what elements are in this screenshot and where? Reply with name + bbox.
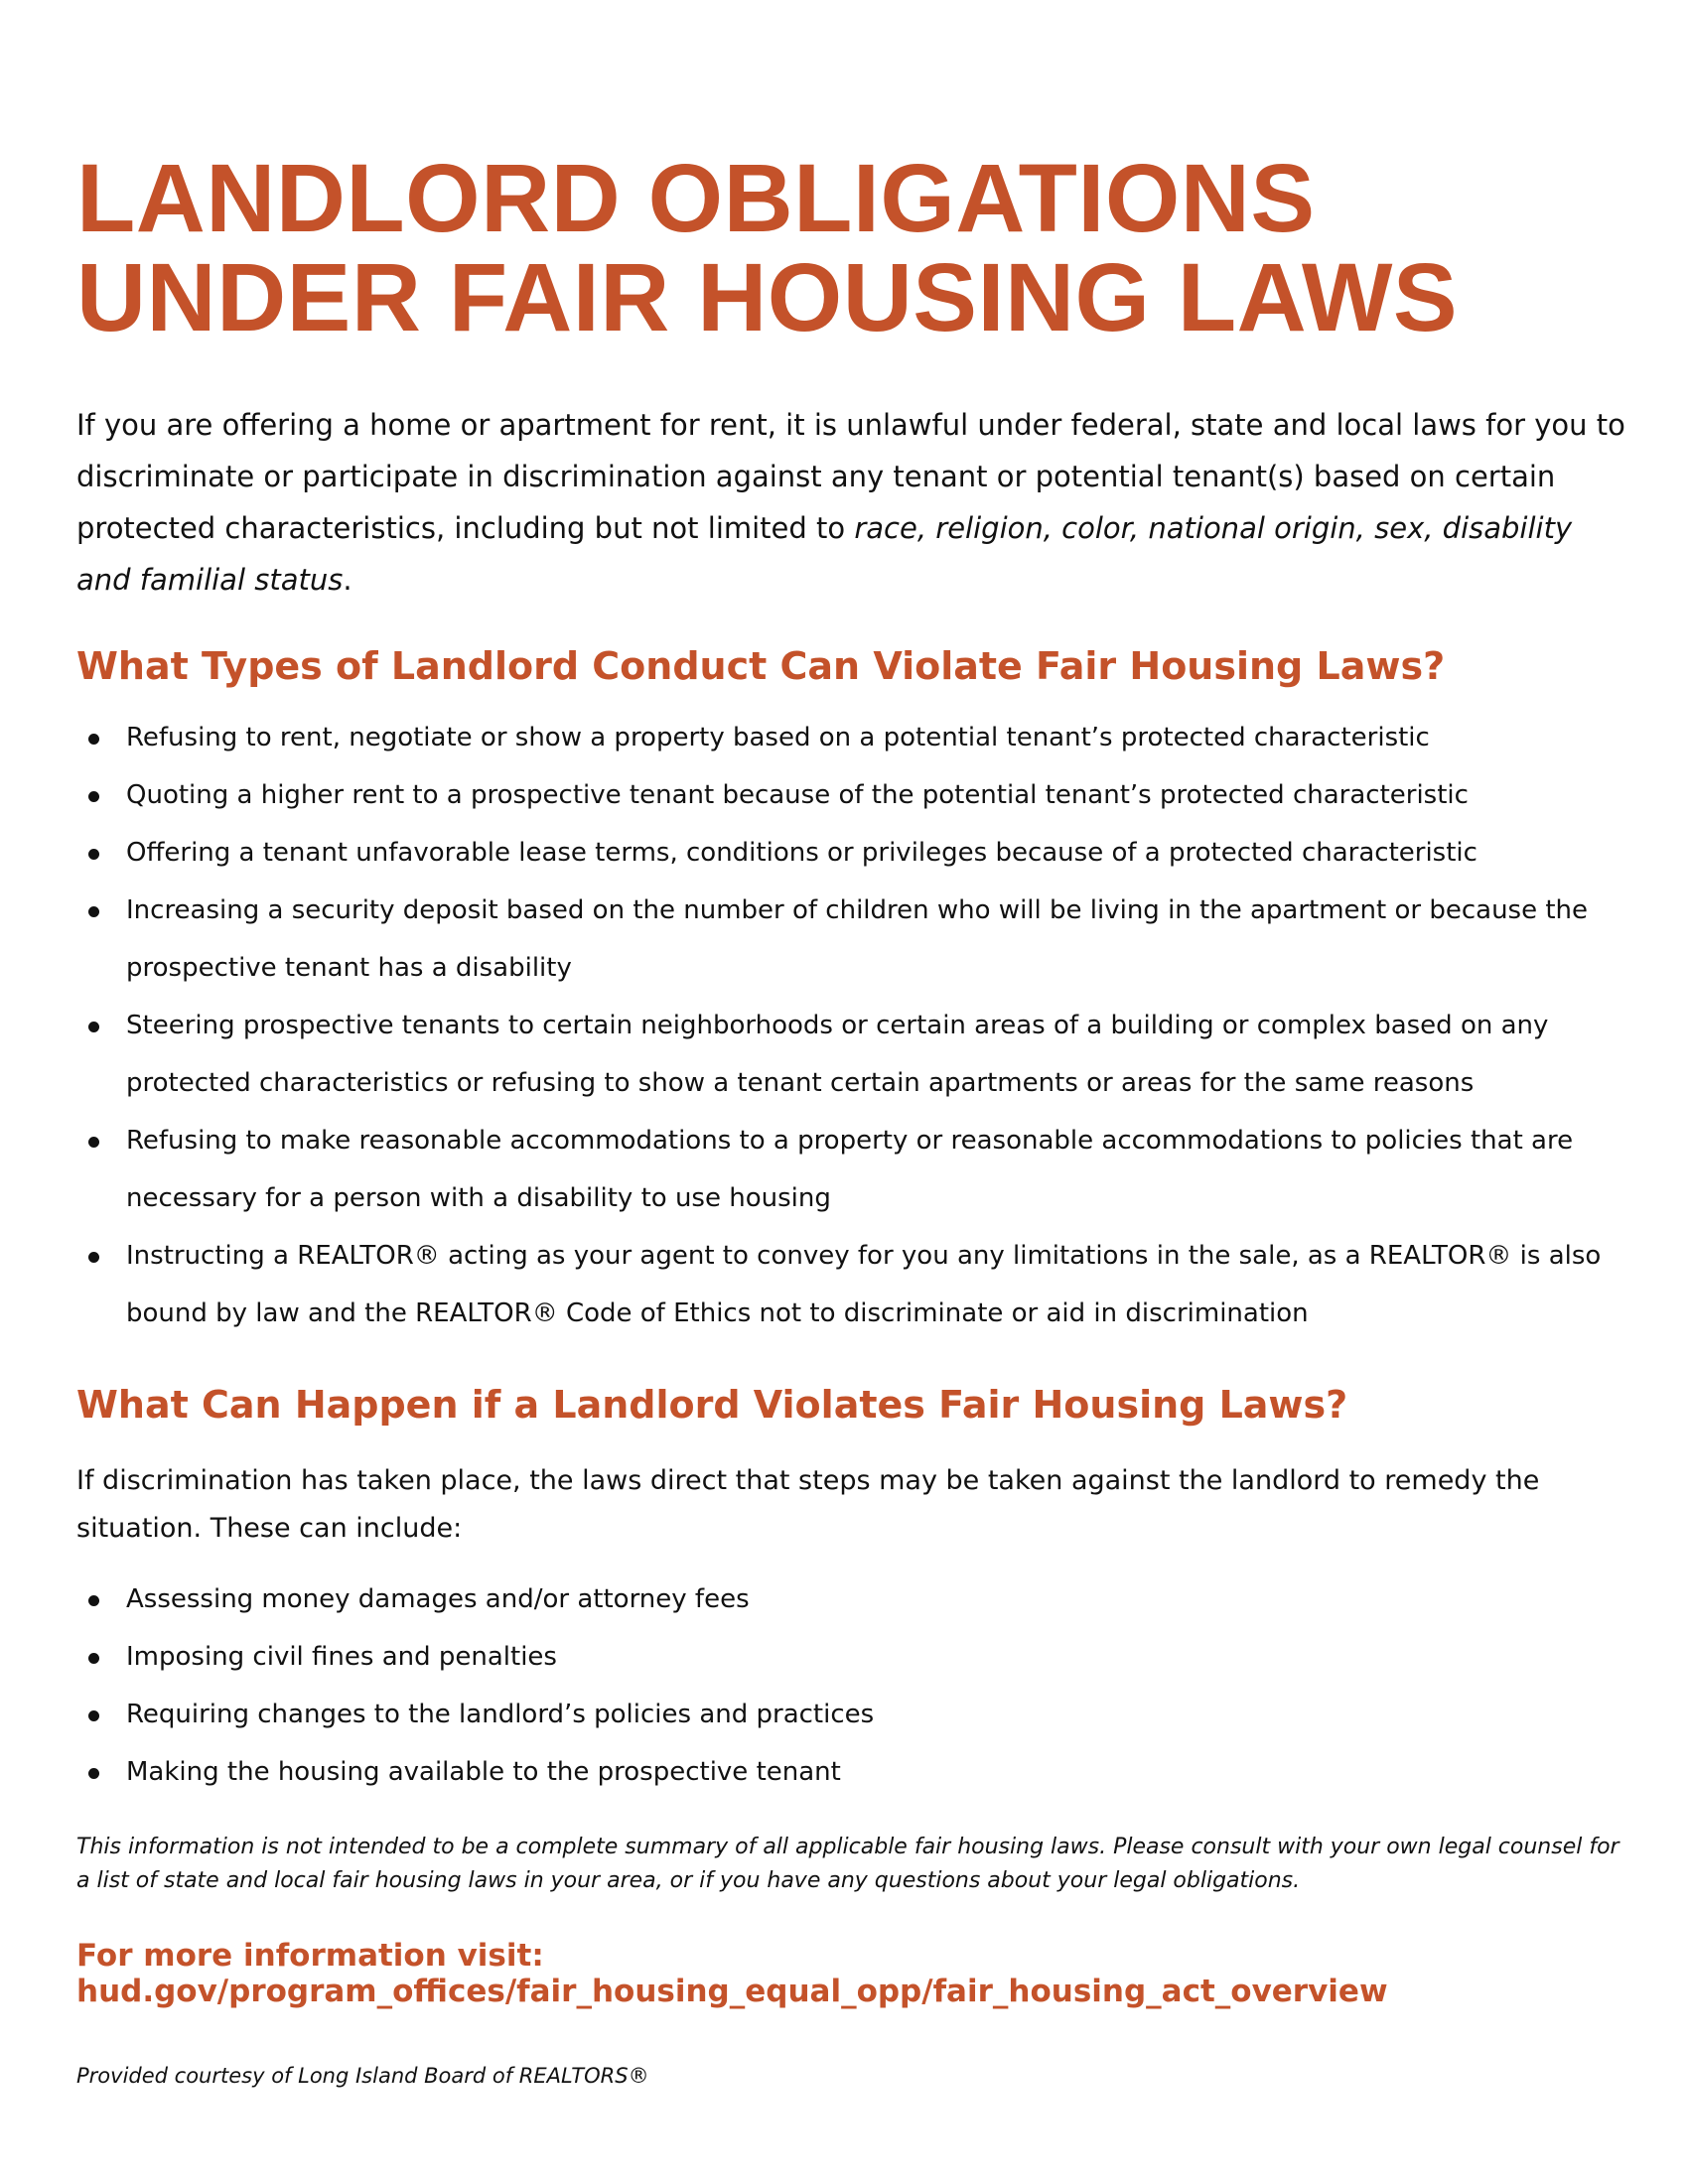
list-item-text: Steering prospective tenants to certain neighborhoods or certain areas of a building or complex based on any protected characteristics or refusing to show a tenant certain apartments or areas for the same reasons [126, 1011, 1549, 1098]
list-item-text: Increasing a security deposit based on the number of children who will be living in the apartment or because the prospective tenant has a disability [126, 895, 1589, 983]
bullet-icon [88, 1710, 99, 1721]
courtesy-text: Provided courtesy of Long Island Board of REALTORS® [76, 2064, 649, 2088]
list-item-text: Requiring changes to the landlord’s policies and practices [126, 1700, 875, 1729]
bullet-icon [88, 1252, 99, 1263]
bullet-icon [88, 1595, 99, 1606]
page-title [76, 144, 1625, 351]
list-item [76, 824, 1625, 882]
more-info-label: For more information visit: [76, 1938, 544, 1974]
disclaimer-text: This information is not intended to be a complete summary of all applicable fair housing laws. Please consult with your own legal counsel for a list of state and local fair housing laws in your area, or if you have any questions about your legal obligations. [76, 1835, 1619, 1893]
document-page [76, 144, 1625, 2091]
list-item [76, 709, 1625, 766]
more-info [76, 1938, 1625, 2009]
list-item-text: Instructing a REALTOR® acting as your agent to convey for you any limitations in the sale, as a REALTOR® is also bound by law and the REALTOR® Code of Ethics not to discriminate or aid in discrimination [126, 1241, 1602, 1328]
list-item [76, 1112, 1625, 1227]
bullet-icon [88, 906, 99, 917]
list-item [76, 1686, 1625, 1743]
list-item [76, 1227, 1625, 1342]
bullet-icon [88, 734, 99, 745]
list-item [76, 1570, 1625, 1628]
section-heading-conduct: What Types of Landlord Conduct Can Violate Fair Housing Laws? [76, 644, 1446, 688]
bullet-icon [88, 1137, 99, 1148]
list-item-text: Quoting a higher rent to a prospective tenant because of the potential tenant’s protected characteristic [126, 780, 1469, 810]
intro-end: . [343, 563, 352, 597]
list-item [76, 997, 1625, 1112]
intro-text: If you are offering a home or apartment for rent, it is unlawful under federal, state and local laws for you to discriminate or participate in discrimination against any tenant or potential tenant(s) based on certain protected characteristics, including but not limited to [76, 408, 1625, 545]
list-item [76, 1743, 1625, 1801]
list-item-text: Refusing to rent, negotiate or show a property based on a potential tenant’s protected characteristic [126, 723, 1430, 752]
bullet-icon [88, 1768, 99, 1779]
bullet-icon [88, 1022, 99, 1032]
list-item-text: Assessing money damages and/or attorney fees [126, 1584, 750, 1614]
list-item-text: Making the housing available to the prospective tenant [126, 1757, 841, 1787]
consequences-paragraph: If discrimination has taken place, the laws direct that steps may be taken against the landlord to remedy the situation. These can include: [76, 1465, 1540, 1544]
list-item-text: Refusing to make reasonable accommodations to a property or reasonable accommodations to policies that are necessary for a person with a disability to use housing [126, 1126, 1574, 1213]
list-item [76, 766, 1625, 824]
list-item-text: Imposing civil fines and penalties [126, 1642, 557, 1672]
section-heading-consequences: What Can Happen if a Landlord Violates Fair Housing Laws? [76, 1383, 1348, 1427]
title-line-1: LANDLORD OBLIGATIONS [76, 144, 1316, 252]
hud-link[interactable]: hud.gov/program_offices/fair_housing_equal_opp/fair_housing_act_overview [76, 1974, 1388, 2009]
title-line-2: UNDER FAIR HOUSING LAWS [76, 243, 1459, 351]
bullet-icon [88, 1653, 99, 1664]
conduct-list [76, 709, 1625, 1342]
list-item-text: Offering a tenant unfavorable lease terms, conditions or privileges because of a protected characteristic [126, 838, 1477, 868]
protected-characteristics: race, religion, color, national origin, sex, disability and familial status [76, 511, 1573, 597]
consequences-list [76, 1570, 1625, 1801]
bullet-icon [88, 791, 99, 802]
intro-paragraph [76, 399, 1625, 606]
bullet-icon [88, 849, 99, 860]
list-item [76, 882, 1625, 997]
list-item [76, 1628, 1625, 1686]
